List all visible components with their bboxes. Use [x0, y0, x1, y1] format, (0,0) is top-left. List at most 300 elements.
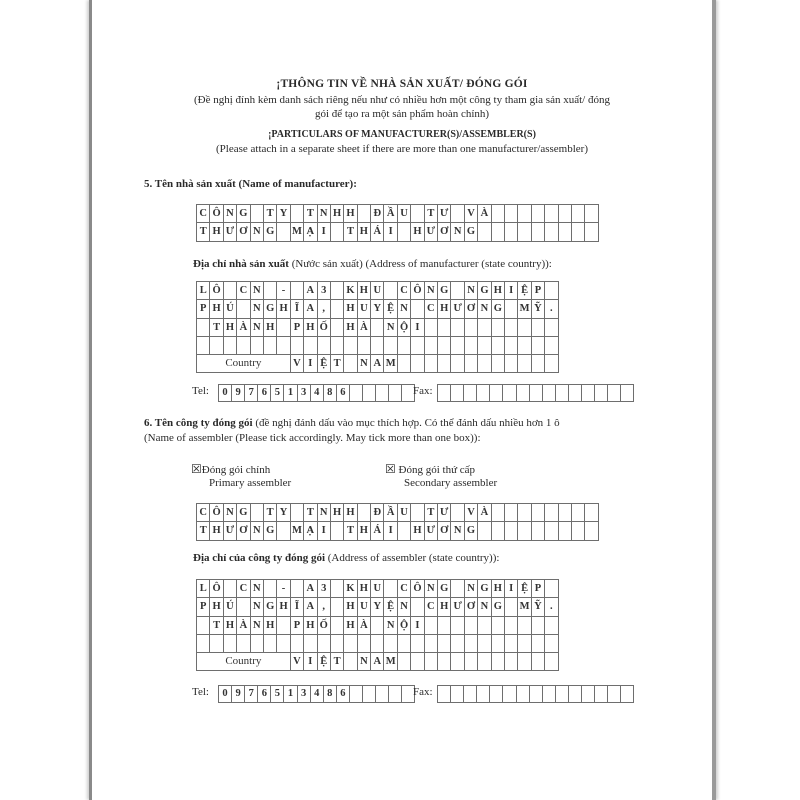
grid-cell[interactable]: [250, 205, 263, 223]
grid-cell[interactable]: [585, 205, 598, 223]
manufacturer-fax-field[interactable]: [438, 384, 634, 402]
digit-box[interactable]: [542, 685, 556, 703]
grid-cell[interactable]: [344, 336, 357, 354]
grid-cell[interactable]: [451, 634, 464, 652]
grid-cell[interactable]: [518, 504, 531, 522]
grid-cell[interactable]: [451, 580, 464, 598]
grid-cell[interactable]: [531, 504, 544, 522]
digit-box[interactable]: [594, 384, 608, 402]
grid-cell[interactable]: [397, 223, 410, 241]
grid-cell[interactable]: C: [237, 580, 250, 598]
grid-cell[interactable]: [424, 336, 437, 354]
country-cell[interactable]: [397, 653, 410, 671]
grid-cell[interactable]: [531, 522, 544, 540]
grid-cell[interactable]: Ư: [451, 300, 464, 318]
digit-box[interactable]: [620, 384, 634, 402]
grid-cell[interactable]: G: [263, 522, 276, 540]
grid-cell[interactable]: T: [197, 223, 210, 241]
grid-cell[interactable]: I: [317, 522, 330, 540]
grid-cell[interactable]: [277, 616, 290, 634]
grid-cell[interactable]: [531, 634, 544, 652]
digit-box[interactable]: [607, 384, 621, 402]
grid-cell[interactable]: T: [304, 205, 317, 223]
grid-cell[interactable]: M: [290, 522, 303, 540]
digit-box[interactable]: [516, 384, 530, 402]
grid-cell[interactable]: [478, 616, 491, 634]
grid-cell[interactable]: [223, 634, 236, 652]
grid-cell[interactable]: Ư: [438, 205, 451, 223]
grid-cell[interactable]: [451, 205, 464, 223]
grid-cell[interactable]: Đ: [371, 205, 384, 223]
grid-cell[interactable]: [518, 522, 531, 540]
grid-cell[interactable]: P: [290, 318, 303, 336]
grid-cell[interactable]: [504, 504, 517, 522]
country-cell[interactable]: [451, 653, 464, 671]
grid-cell[interactable]: -: [277, 282, 290, 300]
grid-cell[interactable]: T: [424, 205, 437, 223]
grid-cell[interactable]: Ộ: [397, 616, 410, 634]
digit-box[interactable]: [349, 685, 363, 703]
checkbox-checked-icon[interactable]: ☒: [191, 462, 202, 476]
country-cell[interactable]: N: [357, 355, 370, 373]
grid-cell[interactable]: H: [304, 318, 317, 336]
manufacturer-tel-field[interactable]: [219, 384, 415, 402]
grid-cell[interactable]: Ơ: [438, 223, 451, 241]
grid-cell[interactable]: [411, 300, 424, 318]
grid-cell[interactable]: [290, 634, 303, 652]
country-cell[interactable]: [411, 355, 424, 373]
grid-cell[interactable]: U: [357, 300, 370, 318]
grid-cell[interactable]: [545, 336, 558, 354]
grid-cell[interactable]: M: [518, 300, 531, 318]
grid-cell[interactable]: -: [277, 580, 290, 598]
grid-cell[interactable]: [438, 318, 451, 336]
grid-cell[interactable]: N: [478, 300, 491, 318]
grid-cell[interactable]: Ệ: [384, 598, 397, 616]
digit-box[interactable]: 3: [297, 384, 311, 402]
grid-cell[interactable]: Ạ: [304, 522, 317, 540]
grid-cell[interactable]: [277, 318, 290, 336]
digit-box[interactable]: [502, 685, 516, 703]
grid-cell[interactable]: H: [357, 282, 370, 300]
grid-cell[interactable]: N: [384, 616, 397, 634]
grid-cell[interactable]: [263, 282, 276, 300]
grid-cell[interactable]: [371, 318, 384, 336]
grid-cell[interactable]: C: [237, 282, 250, 300]
grid-cell[interactable]: [250, 504, 263, 522]
grid-cell[interactable]: H: [344, 318, 357, 336]
grid-cell[interactable]: [330, 580, 343, 598]
grid-cell[interactable]: V: [464, 205, 477, 223]
grid-cell[interactable]: [411, 205, 424, 223]
grid-cell[interactable]: H: [344, 598, 357, 616]
grid-cell[interactable]: [451, 616, 464, 634]
grid-cell[interactable]: M: [518, 598, 531, 616]
grid-cell[interactable]: H: [210, 522, 223, 540]
grid-cell[interactable]: [478, 336, 491, 354]
grid-cell[interactable]: I: [411, 616, 424, 634]
grid-cell[interactable]: [491, 223, 504, 241]
grid-cell[interactable]: [545, 504, 558, 522]
grid-cell[interactable]: À: [478, 205, 491, 223]
grid-cell[interactable]: H: [344, 300, 357, 318]
grid-cell[interactable]: A: [304, 580, 317, 598]
grid-cell[interactable]: [504, 300, 517, 318]
country-cell[interactable]: [504, 355, 517, 373]
grid-cell[interactable]: Ỹ: [531, 598, 544, 616]
grid-cell[interactable]: H: [263, 318, 276, 336]
grid-cell[interactable]: [585, 504, 598, 522]
digit-box[interactable]: [349, 384, 363, 402]
country-cell[interactable]: [451, 355, 464, 373]
grid-cell[interactable]: [464, 336, 477, 354]
grid-cell[interactable]: [304, 336, 317, 354]
grid-cell[interactable]: [290, 580, 303, 598]
country-cell[interactable]: [531, 355, 544, 373]
grid-cell[interactable]: [263, 634, 276, 652]
digit-box[interactable]: [476, 685, 490, 703]
digit-box[interactable]: [529, 685, 543, 703]
grid-cell[interactable]: [504, 223, 517, 241]
grid-cell[interactable]: [558, 504, 571, 522]
digit-box[interactable]: [437, 384, 451, 402]
grid-cell[interactable]: [424, 634, 437, 652]
grid-cell[interactable]: [210, 634, 223, 652]
digit-box[interactable]: 4: [310, 685, 324, 703]
country-cell[interactable]: A: [371, 653, 384, 671]
grid-cell[interactable]: V: [464, 504, 477, 522]
country-cell[interactable]: [518, 653, 531, 671]
secondary-assembler-option[interactable]: [385, 462, 475, 477]
grid-cell[interactable]: A: [304, 282, 317, 300]
grid-cell[interactable]: G: [263, 300, 276, 318]
primary-assembler-option[interactable]: [191, 462, 270, 477]
grid-cell[interactable]: [330, 300, 343, 318]
grid-cell[interactable]: T: [424, 504, 437, 522]
grid-cell[interactable]: [491, 634, 504, 652]
grid-cell[interactable]: M: [290, 223, 303, 241]
grid-cell[interactable]: [451, 336, 464, 354]
grid-cell[interactable]: Ô: [210, 580, 223, 598]
grid-cell[interactable]: [223, 336, 236, 354]
country-cell[interactable]: N: [357, 653, 370, 671]
grid-cell[interactable]: [545, 223, 558, 241]
grid-cell[interactable]: H: [438, 300, 451, 318]
grid-cell[interactable]: Ệ: [384, 300, 397, 318]
grid-cell[interactable]: [397, 336, 410, 354]
grid-cell[interactable]: H: [223, 318, 236, 336]
grid-cell[interactable]: [237, 598, 250, 616]
grid-cell[interactable]: [277, 522, 290, 540]
grid-cell[interactable]: Ư: [424, 223, 437, 241]
grid-cell[interactable]: Ơ: [237, 522, 250, 540]
grid-cell[interactable]: [545, 318, 558, 336]
grid-cell[interactable]: H: [304, 616, 317, 634]
digit-box[interactable]: [437, 685, 451, 703]
grid-cell[interactable]: P: [197, 300, 210, 318]
grid-cell[interactable]: T: [344, 522, 357, 540]
grid-cell[interactable]: H: [210, 300, 223, 318]
grid-cell[interactable]: G: [263, 223, 276, 241]
grid-cell[interactable]: Đ: [371, 504, 384, 522]
assembler-tel-field[interactable]: [219, 685, 415, 703]
grid-cell[interactable]: [357, 504, 370, 522]
grid-cell[interactable]: T: [210, 318, 223, 336]
grid-cell[interactable]: U: [397, 504, 410, 522]
grid-cell[interactable]: [277, 336, 290, 354]
country-cell[interactable]: A: [371, 355, 384, 373]
grid-cell[interactable]: H: [357, 223, 370, 241]
digit-box[interactable]: 8: [323, 685, 337, 703]
grid-cell[interactable]: [531, 318, 544, 336]
grid-cell[interactable]: H: [344, 616, 357, 634]
digit-box[interactable]: 7: [244, 384, 258, 402]
grid-cell[interactable]: H: [263, 616, 276, 634]
manufacturer-address-grid[interactable]: [196, 281, 559, 373]
digit-box[interactable]: [450, 384, 464, 402]
grid-cell[interactable]: À: [357, 318, 370, 336]
grid-cell[interactable]: Ơ: [438, 522, 451, 540]
grid-cell[interactable]: [411, 336, 424, 354]
grid-cell[interactable]: [371, 634, 384, 652]
grid-cell[interactable]: N: [397, 300, 410, 318]
grid-cell[interactable]: [545, 634, 558, 652]
grid-cell[interactable]: [504, 318, 517, 336]
country-cell[interactable]: I: [304, 653, 317, 671]
grid-cell[interactable]: [250, 336, 263, 354]
grid-cell[interactable]: [438, 634, 451, 652]
digit-box[interactable]: [555, 685, 569, 703]
grid-cell[interactable]: [197, 634, 210, 652]
digit-box[interactable]: [476, 384, 490, 402]
grid-cell[interactable]: [571, 223, 584, 241]
grid-cell[interactable]: [197, 336, 210, 354]
grid-cell[interactable]: [478, 318, 491, 336]
grid-cell[interactable]: Ệ: [518, 282, 531, 300]
grid-cell[interactable]: C: [397, 282, 410, 300]
country-cell[interactable]: M: [384, 355, 397, 373]
grid-cell[interactable]: U: [371, 282, 384, 300]
grid-cell[interactable]: .: [545, 598, 558, 616]
grid-cell[interactable]: [330, 522, 343, 540]
grid-cell[interactable]: [290, 336, 303, 354]
grid-cell[interactable]: Ơ: [237, 223, 250, 241]
assembler-name-grid[interactable]: [196, 503, 599, 541]
digit-box[interactable]: [568, 685, 582, 703]
grid-cell[interactable]: N: [223, 205, 236, 223]
grid-cell[interactable]: Ô: [210, 205, 223, 223]
grid-cell[interactable]: [518, 634, 531, 652]
grid-cell[interactable]: [424, 616, 437, 634]
grid-cell[interactable]: Y: [277, 205, 290, 223]
grid-cell[interactable]: K: [344, 580, 357, 598]
grid-cell[interactable]: H: [491, 580, 504, 598]
assembler-address-grid[interactable]: [196, 579, 559, 671]
grid-cell[interactable]: [371, 336, 384, 354]
grid-cell[interactable]: N: [317, 205, 330, 223]
grid-cell[interactable]: P: [531, 282, 544, 300]
country-cell[interactable]: [518, 355, 531, 373]
country-cell[interactable]: [411, 653, 424, 671]
checkbox-checked-icon[interactable]: ☒: [385, 462, 396, 476]
grid-cell[interactable]: [424, 318, 437, 336]
grid-cell[interactable]: [330, 336, 343, 354]
grid-cell[interactable]: [330, 282, 343, 300]
country-cell[interactable]: V: [290, 653, 303, 671]
grid-cell[interactable]: [518, 616, 531, 634]
country-cell[interactable]: [438, 355, 451, 373]
grid-cell[interactable]: C: [197, 205, 210, 223]
digit-box[interactable]: [607, 685, 621, 703]
digit-box[interactable]: [502, 384, 516, 402]
grid-cell[interactable]: [545, 282, 558, 300]
country-cell[interactable]: V: [290, 355, 303, 373]
digit-box[interactable]: [489, 685, 503, 703]
grid-cell[interactable]: ,: [317, 300, 330, 318]
country-cell[interactable]: [478, 355, 491, 373]
grid-cell[interactable]: C: [197, 504, 210, 522]
grid-cell[interactable]: T: [344, 223, 357, 241]
grid-cell[interactable]: [531, 223, 544, 241]
digit-box[interactable]: [581, 384, 595, 402]
grid-cell[interactable]: P: [197, 598, 210, 616]
grid-cell[interactable]: [545, 205, 558, 223]
grid-cell[interactable]: H: [491, 282, 504, 300]
grid-cell[interactable]: N: [451, 522, 464, 540]
grid-cell[interactable]: [545, 580, 558, 598]
digit-box[interactable]: [362, 685, 376, 703]
digit-box[interactable]: [450, 685, 464, 703]
grid-cell[interactable]: [504, 634, 517, 652]
country-cell[interactable]: [464, 653, 477, 671]
digit-box[interactable]: 0: [218, 685, 232, 703]
grid-cell[interactable]: [330, 318, 343, 336]
grid-cell[interactable]: N: [250, 616, 263, 634]
grid-cell[interactable]: [250, 634, 263, 652]
grid-cell[interactable]: [197, 616, 210, 634]
grid-cell[interactable]: [464, 634, 477, 652]
grid-cell[interactable]: [558, 223, 571, 241]
grid-cell[interactable]: [585, 522, 598, 540]
grid-cell[interactable]: Á: [371, 223, 384, 241]
grid-cell[interactable]: N: [464, 282, 477, 300]
digit-box[interactable]: 8: [323, 384, 337, 402]
grid-cell[interactable]: [330, 616, 343, 634]
grid-cell[interactable]: L: [197, 282, 210, 300]
digit-box[interactable]: 6: [336, 685, 350, 703]
country-cell[interactable]: T: [330, 355, 343, 373]
grid-cell[interactable]: Ĩ: [290, 598, 303, 616]
grid-cell[interactable]: C: [424, 300, 437, 318]
digit-box[interactable]: [388, 685, 402, 703]
grid-cell[interactable]: [571, 504, 584, 522]
grid-cell[interactable]: À: [237, 318, 250, 336]
digit-box[interactable]: 5: [270, 685, 284, 703]
digit-box[interactable]: 0: [218, 384, 232, 402]
country-cell[interactable]: [545, 653, 558, 671]
grid-cell[interactable]: N: [478, 598, 491, 616]
grid-cell[interactable]: T: [304, 504, 317, 522]
grid-cell[interactable]: G: [438, 580, 451, 598]
grid-cell[interactable]: [504, 598, 517, 616]
grid-cell[interactable]: C: [397, 580, 410, 598]
grid-cell[interactable]: G: [464, 522, 477, 540]
grid-cell[interactable]: .: [545, 300, 558, 318]
grid-cell[interactable]: [531, 616, 544, 634]
digit-box[interactable]: 7: [244, 685, 258, 703]
grid-cell[interactable]: [384, 580, 397, 598]
grid-cell[interactable]: G: [263, 598, 276, 616]
grid-cell[interactable]: N: [424, 282, 437, 300]
grid-cell[interactable]: [491, 205, 504, 223]
country-cell[interactable]: [491, 653, 504, 671]
digit-box[interactable]: 3: [297, 685, 311, 703]
grid-cell[interactable]: N: [317, 504, 330, 522]
grid-cell[interactable]: [263, 580, 276, 598]
grid-cell[interactable]: [518, 318, 531, 336]
grid-cell[interactable]: Ú: [223, 598, 236, 616]
grid-cell[interactable]: [518, 205, 531, 223]
country-cell[interactable]: M: [384, 653, 397, 671]
grid-cell[interactable]: [491, 336, 504, 354]
grid-cell[interactable]: [504, 336, 517, 354]
digit-box[interactable]: [542, 384, 556, 402]
grid-cell[interactable]: [545, 522, 558, 540]
grid-cell[interactable]: I: [384, 522, 397, 540]
grid-cell[interactable]: [504, 522, 517, 540]
grid-cell[interactable]: N: [223, 504, 236, 522]
grid-cell[interactable]: [290, 282, 303, 300]
grid-cell[interactable]: [558, 522, 571, 540]
grid-cell[interactable]: Ư: [438, 504, 451, 522]
grid-cell[interactable]: 3: [317, 580, 330, 598]
country-cell[interactable]: [531, 653, 544, 671]
grid-cell[interactable]: [384, 282, 397, 300]
grid-cell[interactable]: N: [464, 580, 477, 598]
grid-cell[interactable]: [357, 205, 370, 223]
grid-cell[interactable]: [491, 522, 504, 540]
grid-cell[interactable]: [478, 522, 491, 540]
grid-cell[interactable]: [571, 522, 584, 540]
grid-cell[interactable]: G: [237, 504, 250, 522]
grid-cell[interactable]: [451, 504, 464, 522]
country-cell[interactable]: [344, 653, 357, 671]
grid-cell[interactable]: [411, 598, 424, 616]
grid-cell[interactable]: [330, 634, 343, 652]
grid-cell[interactable]: N: [250, 318, 263, 336]
grid-cell[interactable]: [357, 336, 370, 354]
grid-cell[interactable]: [371, 616, 384, 634]
grid-cell[interactable]: Y: [371, 300, 384, 318]
grid-cell[interactable]: [223, 282, 236, 300]
digit-box[interactable]: [362, 384, 376, 402]
digit-box[interactable]: [463, 685, 477, 703]
grid-cell[interactable]: H: [411, 522, 424, 540]
grid-cell[interactable]: P: [290, 616, 303, 634]
grid-cell[interactable]: Y: [371, 598, 384, 616]
grid-cell[interactable]: [518, 336, 531, 354]
country-cell[interactable]: I: [304, 355, 317, 373]
grid-cell[interactable]: [290, 205, 303, 223]
grid-cell[interactable]: H: [344, 205, 357, 223]
grid-cell[interactable]: G: [438, 282, 451, 300]
grid-cell[interactable]: N: [250, 300, 263, 318]
grid-cell[interactable]: N: [250, 598, 263, 616]
country-cell[interactable]: [504, 653, 517, 671]
digit-box[interactable]: 6: [257, 384, 271, 402]
grid-cell[interactable]: [411, 634, 424, 652]
grid-cell[interactable]: U: [371, 580, 384, 598]
